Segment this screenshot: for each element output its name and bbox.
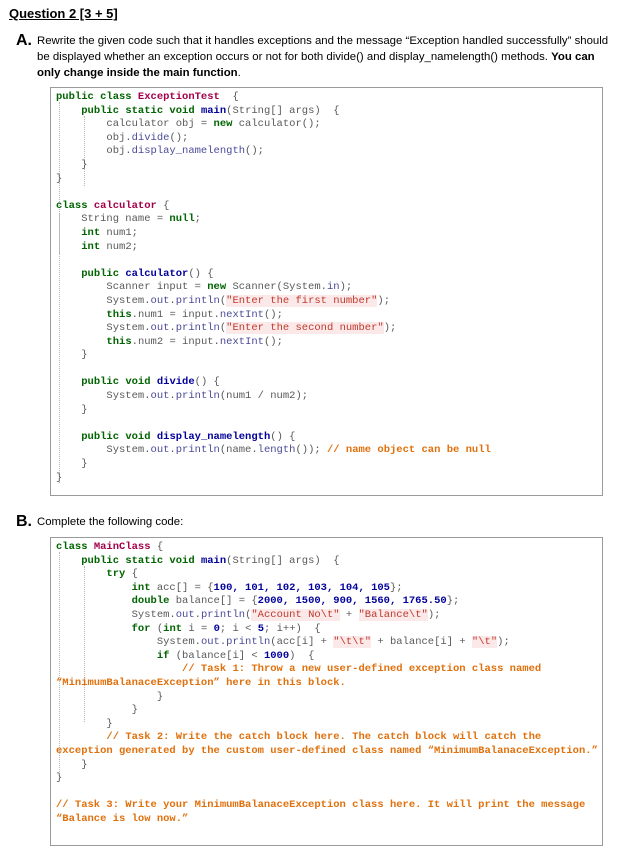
code-token: ( xyxy=(219,322,227,335)
code-line xyxy=(56,309,599,323)
code-token: (); xyxy=(245,145,264,158)
code-token xyxy=(56,650,157,662)
question-a xyxy=(16,33,616,81)
code-token: if xyxy=(156,649,170,662)
code-line xyxy=(56,623,599,637)
code-token: println xyxy=(175,390,220,403)
code-token xyxy=(56,336,106,348)
code-token: () { xyxy=(194,376,220,389)
code-token: + xyxy=(339,608,359,621)
code-token: () { xyxy=(188,267,214,280)
code-token: public class xyxy=(56,91,138,103)
code-token: ); xyxy=(339,281,353,294)
question-heading: Question 2 [3 + 5] xyxy=(9,6,118,21)
code-token: . xyxy=(169,444,176,457)
code-token: calculator xyxy=(93,199,157,212)
question-a-text xyxy=(37,33,616,81)
code-token: (String[] args) { xyxy=(226,104,340,117)
code-line xyxy=(56,132,599,146)
code-token: int xyxy=(81,226,101,239)
code-token: { xyxy=(125,568,138,581)
code-token: display_namelength xyxy=(131,145,246,158)
code-token: new xyxy=(207,281,227,294)
code-line xyxy=(56,322,599,336)
code-line xyxy=(56,663,599,677)
code-line xyxy=(56,650,599,664)
code-token: } xyxy=(56,403,88,416)
code-token: 2000, 1500, 900, 1560, 1765.50 xyxy=(257,595,447,608)
code-line xyxy=(56,431,599,445)
code-token: ()); xyxy=(295,444,327,457)
code-line xyxy=(56,609,599,623)
code-line xyxy=(56,444,599,458)
code-token: try xyxy=(106,568,126,581)
code-token: calculator xyxy=(125,267,189,280)
code-line xyxy=(56,731,599,758)
code-token: } xyxy=(56,458,88,471)
question-a-constraint: You can only change inside the main function xyxy=(37,51,595,79)
code-token: { xyxy=(156,199,170,212)
code-token: out xyxy=(150,390,170,403)
code-token: System. xyxy=(56,294,151,307)
question-a-period: . xyxy=(237,67,241,79)
code-token: (num1 / num2); xyxy=(219,390,309,403)
code-token: System. xyxy=(56,636,201,649)
code-token xyxy=(56,555,81,567)
code-token: acc[] = { xyxy=(150,581,214,594)
code-token: i = xyxy=(182,622,214,635)
code-token: (); xyxy=(169,131,189,144)
code-line xyxy=(56,636,599,650)
code-line xyxy=(56,677,599,691)
code-token: main xyxy=(200,554,227,567)
code-token: class xyxy=(56,199,94,212)
question-b xyxy=(16,514,616,530)
code-line xyxy=(56,458,599,472)
code-token: num1; xyxy=(100,226,138,239)
code-token: obj. xyxy=(56,145,132,158)
code-token xyxy=(56,309,106,321)
code-line xyxy=(56,390,599,404)
code-line xyxy=(56,336,599,350)
code-token: } xyxy=(56,172,63,185)
code-token: println xyxy=(200,608,246,621)
code-line xyxy=(56,213,599,227)
code-line xyxy=(56,159,599,173)
code-token: calculator(); xyxy=(232,118,321,131)
code-line xyxy=(56,91,599,105)
code-token: 5 xyxy=(257,622,264,635)
code-token: println xyxy=(175,294,220,307)
code-token: } xyxy=(56,690,164,703)
code-token: println xyxy=(226,636,271,649)
code-token: String name = xyxy=(56,213,170,226)
code-token: .num2 = input. xyxy=(131,335,220,348)
code-token: ( xyxy=(245,608,252,621)
code-token: public void xyxy=(81,376,157,389)
code-token: "\t" xyxy=(471,636,498,649)
code-token: 0 xyxy=(213,622,220,635)
code-token: . xyxy=(194,608,201,621)
code-token: "Enter the first number" xyxy=(226,294,378,307)
code-token: // name object can be null xyxy=(326,444,491,457)
code-token: public void xyxy=(81,430,157,443)
code-line xyxy=(56,118,599,132)
code-token: . xyxy=(169,390,176,403)
question-b-text: Complete the following code: xyxy=(37,516,184,528)
code-token: length xyxy=(257,444,296,457)
code-line xyxy=(56,555,599,569)
code-token: public static void xyxy=(81,104,201,117)
code-token: ( xyxy=(150,622,164,635)
code-token: { xyxy=(219,91,239,103)
code-token xyxy=(56,568,106,580)
code-token: int xyxy=(163,622,183,635)
code-token: ; i++) { xyxy=(264,622,321,635)
code-token xyxy=(56,582,132,594)
code-token: System. xyxy=(56,608,176,621)
question-a-letter: A. xyxy=(16,32,32,49)
code-line xyxy=(56,404,599,418)
code-token: (String[] args) { xyxy=(226,554,340,567)
code-token: .num1 = input. xyxy=(131,308,220,321)
code-token: (); xyxy=(263,308,283,321)
code-token: out xyxy=(200,636,220,649)
code-token: divide xyxy=(131,131,170,144)
code-line xyxy=(56,541,599,555)
code-token: int xyxy=(81,240,101,253)
code-line xyxy=(56,349,599,363)
code-token: nextInt xyxy=(219,335,264,348)
code-token xyxy=(56,227,81,239)
code-line xyxy=(56,417,599,431)
code-token: ); xyxy=(377,294,390,307)
code-line xyxy=(56,691,599,705)
code-token: { xyxy=(150,541,164,553)
code-token xyxy=(56,731,106,743)
code-token: (); xyxy=(263,335,283,348)
code-token: divide xyxy=(156,376,195,389)
code-token: ); xyxy=(383,322,397,335)
code-token: Scanner input = xyxy=(56,281,208,294)
question-a-instructions: Rewrite the given code such that it handles exceptions and the message “Exception handled successfully” should be displayed whether an exception occurs or not for both divide() and display_namelength() methods. xyxy=(37,35,609,63)
code-line xyxy=(56,254,599,268)
code-token xyxy=(56,623,132,635)
code-token: this xyxy=(106,335,132,348)
code-line xyxy=(56,772,599,786)
code-token xyxy=(56,663,182,675)
code-token: println xyxy=(175,322,220,335)
code-token: (acc[i] + xyxy=(270,636,334,649)
code-token: // Task 3: Write your MinimumBalanaceException class here. It will print the message “Balance is low now.” xyxy=(56,799,592,825)
code-token: "\t\t" xyxy=(333,636,372,649)
code-token: System. xyxy=(56,444,151,457)
code-token: }; xyxy=(446,595,460,608)
code-token: } xyxy=(56,772,63,785)
code-token: System. xyxy=(56,390,151,403)
code-token: null xyxy=(169,213,195,226)
code-box-b xyxy=(50,537,603,846)
code-token: } xyxy=(56,349,88,362)
code-token: out xyxy=(175,608,195,621)
code-block-b xyxy=(56,541,599,826)
code-line xyxy=(56,241,599,255)
code-token: } xyxy=(56,158,88,171)
code-token: (name. xyxy=(219,444,258,457)
code-line xyxy=(56,568,599,582)
code-token: out xyxy=(150,444,170,457)
code-token: ( xyxy=(219,294,227,307)
code-token: class xyxy=(56,541,94,553)
code-token: } xyxy=(56,471,63,484)
code-token: out xyxy=(150,322,170,335)
code-token: } xyxy=(56,704,138,717)
code-token: int xyxy=(131,581,151,594)
code-token: 1000 xyxy=(263,649,290,662)
code-line xyxy=(56,268,599,282)
code-token xyxy=(56,105,81,117)
code-token: for xyxy=(131,622,151,635)
code-box-a xyxy=(50,87,603,496)
code-token: (balance[i] < xyxy=(169,649,264,662)
code-line xyxy=(56,227,599,241)
code-token xyxy=(56,431,81,443)
code-token: . xyxy=(169,294,176,307)
code-token: () { xyxy=(270,430,296,443)
code-token: ); xyxy=(427,608,441,621)
code-token: double xyxy=(131,595,170,608)
code-line xyxy=(56,786,599,800)
code-line xyxy=(56,704,599,718)
code-token: ; i < xyxy=(219,622,258,635)
code-token: + balance[i] + xyxy=(371,636,472,649)
code-line xyxy=(56,759,599,773)
code-token: ); xyxy=(497,636,510,649)
code-token: “MinimumBalanaceException” here in this block. xyxy=(56,676,346,689)
question-b-letter: B. xyxy=(16,513,32,530)
code-token xyxy=(56,376,81,388)
code-token: "Enter the second number" xyxy=(226,322,384,335)
code-token: 100, 101, 102, 103, 104, 105 xyxy=(213,581,390,594)
code-token: System. xyxy=(56,322,151,335)
code-token: }; xyxy=(389,581,403,594)
code-block-a xyxy=(56,91,599,485)
code-token xyxy=(56,268,81,280)
code-token: public static void xyxy=(81,554,201,567)
code-token: display_namelength xyxy=(156,430,271,443)
code-line xyxy=(56,145,599,159)
code-token: ; xyxy=(194,213,201,226)
code-token: in xyxy=(326,281,340,294)
code-token: } xyxy=(56,758,88,771)
code-token: ExceptionTest xyxy=(137,91,220,103)
code-line xyxy=(56,200,599,214)
code-line xyxy=(56,799,599,826)
code-token: this xyxy=(106,308,132,321)
code-token: "Balance\t" xyxy=(358,608,428,621)
code-token: nextInt xyxy=(219,308,264,321)
code-line xyxy=(56,281,599,295)
code-line xyxy=(56,376,599,390)
code-line xyxy=(56,295,599,309)
code-token: } xyxy=(56,717,113,730)
code-token: obj. xyxy=(56,131,132,144)
code-token: balance[] = { xyxy=(169,595,258,608)
code-token: Scanner(System. xyxy=(226,281,327,294)
code-token: calculator obj = xyxy=(56,118,214,131)
code-token xyxy=(56,595,132,607)
code-token xyxy=(56,241,81,253)
code-line xyxy=(56,718,599,732)
code-token: // Task 1: Throw a new user-defined exception class named xyxy=(182,663,542,676)
code-token: ) { xyxy=(289,649,315,662)
code-line xyxy=(56,472,599,486)
code-token: main xyxy=(200,104,227,117)
code-token: println xyxy=(175,444,220,457)
code-line xyxy=(56,105,599,119)
code-line xyxy=(56,186,599,200)
code-token: out xyxy=(150,294,170,307)
code-line xyxy=(56,363,599,377)
code-token: public xyxy=(81,267,126,280)
code-token: "Account No\t" xyxy=(251,608,340,621)
code-token: num2; xyxy=(100,240,138,253)
code-token: // Task 2: Write the catch block here. The catch block will catch the exception generated by the custom user-defined class named “MinimumBalanaceException.” xyxy=(56,731,598,757)
code-token: . xyxy=(219,636,227,649)
code-line xyxy=(56,173,599,187)
code-token: . xyxy=(169,322,176,335)
code-token: MainClass xyxy=(93,541,151,553)
code-line xyxy=(56,595,599,609)
code-token: new xyxy=(213,118,233,131)
code-line xyxy=(56,582,599,596)
